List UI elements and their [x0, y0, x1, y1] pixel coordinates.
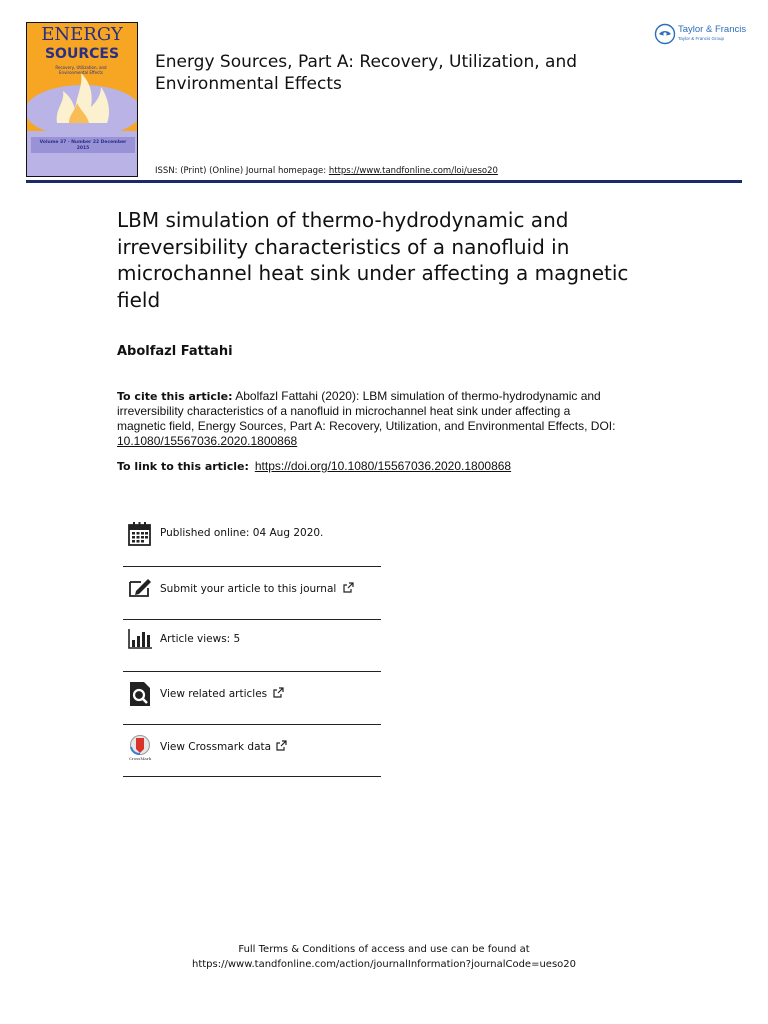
submit-article-text: Submit your article to this journal	[160, 583, 337, 595]
crossmark-text: View Crossmark data	[160, 741, 272, 753]
footer-terms-link[interactable]: https://www.tandfonline.com/action/journalInformation?journalCode=ueso20	[192, 959, 576, 970]
issn-line	[155, 166, 498, 176]
journal-title-line1: Energy Sources, Part A: Recovery, Utilization, and	[155, 52, 578, 72]
meta-divider	[123, 671, 381, 672]
submit-article-row[interactable]	[123, 576, 381, 628]
citation-line1: Abolfazl Fattahi (2020): LBM simulation of thermo-hydrodynamic and	[232, 389, 601, 403]
link-label: To link to this article:	[117, 460, 249, 473]
related-articles-text: View related articles	[160, 688, 268, 700]
bar-chart-icon	[127, 627, 153, 653]
article-title-line2: irreversibility characteristics of a nanofluid in	[117, 234, 570, 259]
journal-title	[155, 51, 615, 95]
external-link-icon	[343, 582, 354, 593]
related-articles-link[interactable]	[160, 687, 284, 700]
published-online-text: Published online: 04 Aug 2020.	[160, 527, 324, 539]
link-to-article	[117, 459, 511, 473]
cover-title-line1: ENERGY	[41, 24, 123, 45]
publisher-name: Taylor & Francis	[678, 24, 747, 35]
publisher-emblem-icon	[654, 23, 676, 45]
meta-divider	[123, 776, 381, 777]
journal-cover	[26, 22, 138, 177]
external-link-icon	[273, 687, 284, 698]
article-title	[117, 207, 677, 313]
journal-title-line2: Environmental Effects	[155, 74, 342, 94]
citation-line3: magnetic field, Energy Sources, Part A: Recovery, Utilization, and Environmental Effects, DOI:	[117, 419, 616, 433]
article-title-line3: microchannel heat sink under affecting a magnetic	[117, 261, 629, 285]
cover-subtitle: Recovery, Utilization, and Environmental Effects	[55, 65, 107, 75]
footer-line1: Full Terms & Conditions of access and use can be found at	[238, 944, 530, 955]
crossmark-link[interactable]	[160, 740, 287, 753]
document-search-icon	[127, 681, 153, 707]
footer	[0, 942, 768, 972]
cover-title-line2: SOURCES	[29, 46, 135, 62]
journal-homepage-link[interactable]: https://www.tandfonline.com/loi/ueso20	[328, 166, 498, 176]
article-views-text: Article views: 5	[160, 633, 241, 645]
citation-label: To cite this article:	[117, 390, 233, 403]
article-author: Abolfazl Fattahi	[117, 344, 233, 359]
meta-divider	[123, 724, 381, 725]
calendar-icon	[127, 521, 153, 547]
related-articles-row[interactable]	[123, 681, 381, 733]
citation-doi-link[interactable]: 10.1080/15567036.2020.1800868	[117, 434, 298, 448]
external-link-icon	[276, 740, 287, 751]
meta-divider	[123, 619, 381, 620]
meta-divider	[123, 566, 381, 567]
publisher-logo[interactable]	[654, 22, 749, 48]
edit-icon	[127, 576, 153, 602]
article-title-line1: LBM simulation of thermo-hydrodynamic and	[117, 208, 569, 232]
article-doi-url-link[interactable]: https://doi.org/10.1080/15567036.2020.1800868	[254, 459, 512, 473]
crossmark-logo-text: CrossMark	[128, 756, 152, 761]
cover-volume: Volume 37 · Number 22 December 2015	[39, 140, 127, 151]
citation-line2: irreversibility characteristics of a nanofluid in microchannel heat sink under affecting a	[117, 404, 571, 418]
header-divider	[26, 180, 742, 183]
citation-block	[117, 389, 647, 449]
article-title-line4: field	[117, 287, 161, 312]
publisher-group: Taylor & Francis Group	[678, 36, 725, 41]
submit-article-link[interactable]	[160, 582, 354, 595]
issn-text: ISSN: (Print) (Online) Journal homepage:	[155, 166, 329, 176]
crossmark-row[interactable]	[123, 734, 381, 786]
